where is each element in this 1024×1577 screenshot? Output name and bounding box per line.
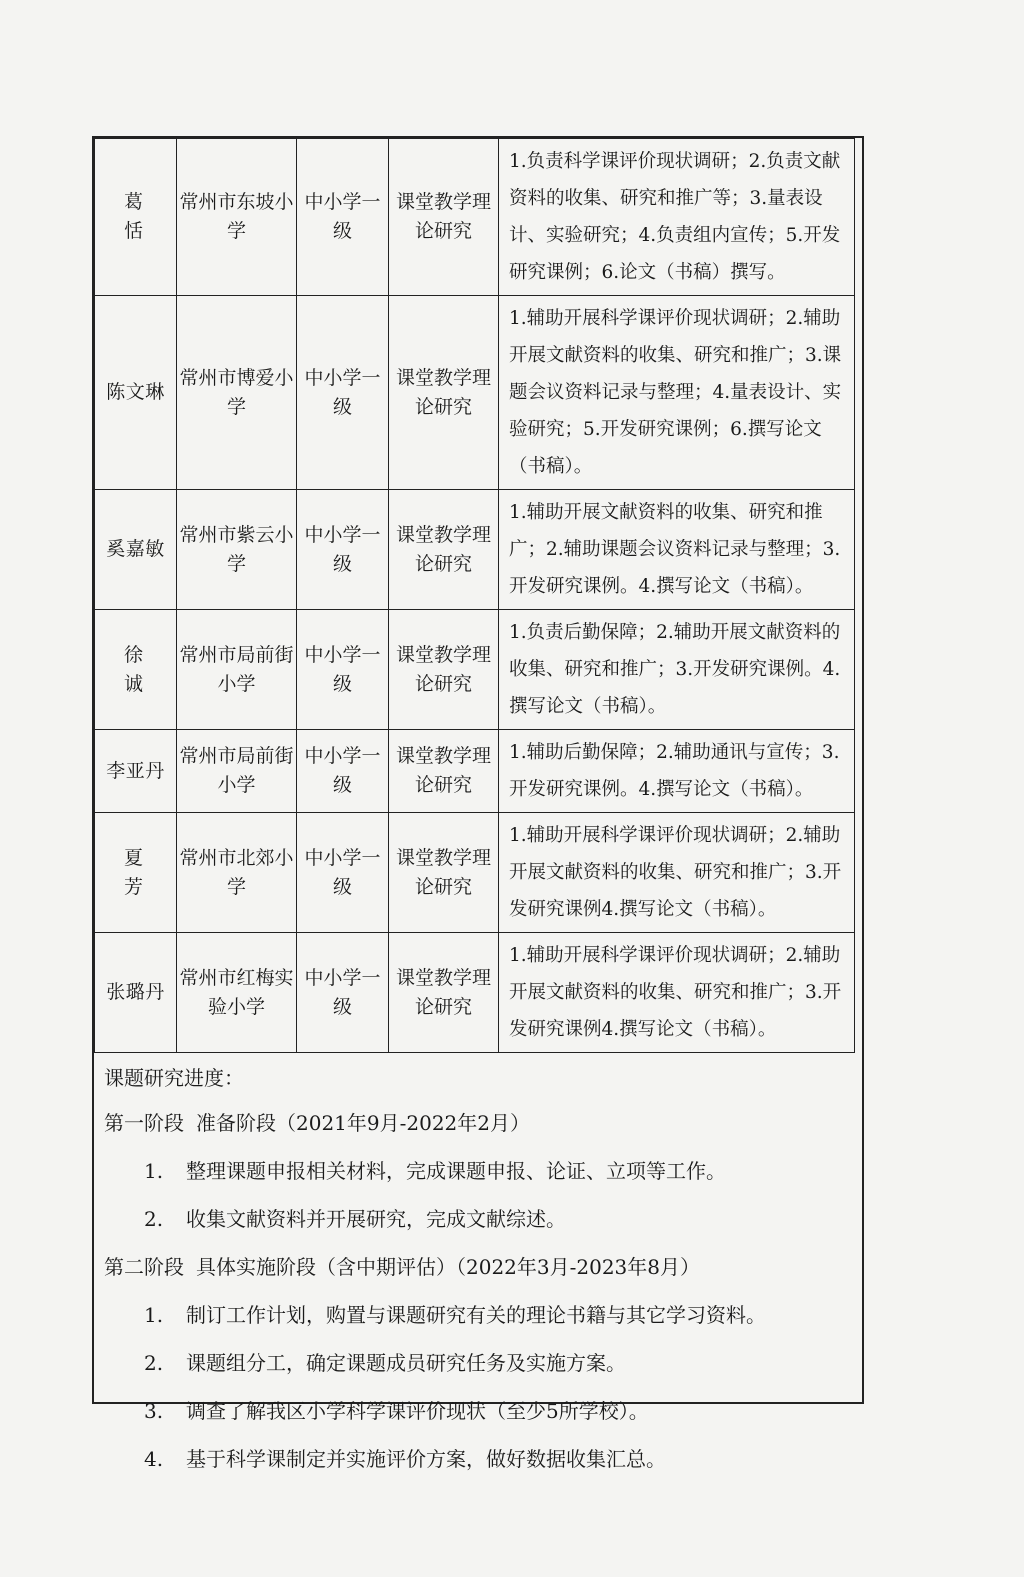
member-field: 课堂教学理论研究 [389, 296, 499, 490]
item-number: 1. [144, 1159, 164, 1183]
item-text: 调查了解我区小学科学课评价现状（至少5所学校）。 [186, 1399, 649, 1423]
member-duty: 1.辅助开展科学课评价现状调研；2.辅助开展文献资料的收集、研究和推广；3.开发研究课例4.撰写论文（书稿）。 [499, 813, 855, 933]
progress-section [94, 1053, 862, 1483]
member-school: 常州市博爱小学 [177, 296, 297, 490]
member-field: 课堂教学理论研究 [389, 139, 499, 296]
table-row [95, 296, 855, 490]
list-item [104, 1291, 862, 1339]
member-name: 葛 恬 [95, 139, 177, 296]
member-name: 奚嘉敏 [95, 490, 177, 610]
member-field: 课堂教学理论研究 [389, 490, 499, 610]
member-school: 常州市局前街小学 [177, 610, 297, 730]
item-number: 1. [144, 1303, 164, 1327]
phase2-title-line [104, 1243, 862, 1291]
member-school: 常州市东坡小学 [177, 139, 297, 296]
member-duty: 1.辅助开展科学课评价现状调研；2.辅助开展文献资料的收集、研究和推广；3.课题会议资料记录与整理；4.量表设计、实验研究；5.开发研究课例；6.撰写论文（书稿）。 [499, 296, 855, 490]
progress-heading: 课题研究进度： [104, 1066, 244, 1090]
table-row [95, 490, 855, 610]
member-school: 常州市局前街小学 [177, 730, 297, 813]
member-title: 中小学一级 [297, 813, 389, 933]
list-item [104, 1147, 862, 1195]
member-title: 中小学一级 [297, 490, 389, 610]
item-text: 整理课题申报相关材料，完成课题申报、论证、立项等工作。 [186, 1159, 726, 1183]
member-duty: 1.辅助后勤保障；2.辅助通讯与宣传；3.开发研究课例。4.撰写论文（书稿）。 [499, 730, 855, 813]
member-name: 夏 芳 [95, 813, 177, 933]
member-field: 课堂教学理论研究 [389, 610, 499, 730]
table-row [95, 933, 855, 1053]
member-field: 课堂教学理论研究 [389, 933, 499, 1053]
phase1-label: 第一阶段 [104, 1111, 184, 1135]
item-text: 制订工作计划，购置与课题研究有关的理论书籍与其它学习资料。 [186, 1303, 766, 1327]
phase1-title: 准备阶段（2021年9月-2022年2月） [196, 1111, 531, 1135]
phase2-label: 第二阶段 [104, 1255, 184, 1279]
member-title: 中小学一级 [297, 610, 389, 730]
member-field: 课堂教学理论研究 [389, 813, 499, 933]
member-duty: 1.负责科学课评价现状调研；2.负责文献资料的收集、研究和推广等；3.量表设计、实验研究；4.负责组内宣传；5.开发研究课例；6.论文（书稿）撰写。 [499, 139, 855, 296]
item-text: 基于科学课制定并实施评价方案，做好数据收集汇总。 [186, 1447, 666, 1471]
list-item [104, 1387, 862, 1435]
member-name: 陈文琳 [95, 296, 177, 490]
item-number: 2. [144, 1207, 164, 1231]
item-text: 课题组分工，确定课题成员研究任务及实施方案。 [186, 1351, 626, 1375]
list-item [104, 1195, 862, 1243]
phase2-title: 具体实施阶段（含中期评估）（2022年3月-2023年8月） [196, 1255, 701, 1279]
phase1-title-line [104, 1099, 862, 1147]
list-item [104, 1435, 862, 1483]
member-duty: 1.辅助开展文献资料的收集、研究和推广；2.辅助课题会议资料记录与整理；3.开发研究课例。4.撰写论文（书稿）。 [499, 490, 855, 610]
item-text: 收集文献资料并开展研究，完成文献综述。 [186, 1207, 566, 1231]
item-number: 2. [144, 1351, 164, 1375]
table-row [95, 610, 855, 730]
member-field: 课堂教学理论研究 [389, 730, 499, 813]
table-row [95, 139, 855, 296]
table-row [95, 730, 855, 813]
table-row [95, 813, 855, 933]
item-number: 4. [144, 1447, 164, 1471]
member-table [94, 138, 855, 1053]
item-number: 3. [144, 1399, 164, 1423]
member-school: 常州市紫云小学 [177, 490, 297, 610]
member-school: 常州市北郊小学 [177, 813, 297, 933]
member-name: 徐 诚 [95, 610, 177, 730]
member-name: 李亚丹 [95, 730, 177, 813]
member-title: 中小学一级 [297, 296, 389, 490]
document-frame [92, 136, 864, 1471]
list-item [104, 1339, 862, 1387]
member-title: 中小学一级 [297, 139, 389, 296]
member-duty: 1.负责后勤保障；2.辅助开展文献资料的收集、研究和推广；3.开发研究课例。4.撰写论文（书稿）。 [499, 610, 855, 730]
member-title: 中小学一级 [297, 730, 389, 813]
member-duty: 1.辅助开展科学课评价现状调研；2.辅助开展文献资料的收集、研究和推广；3.开发研究课例4.撰写论文（书稿）。 [499, 933, 855, 1053]
member-title: 中小学一级 [297, 933, 389, 1053]
member-school: 常州市红梅实验小学 [177, 933, 297, 1053]
member-name: 张璐丹 [95, 933, 177, 1053]
